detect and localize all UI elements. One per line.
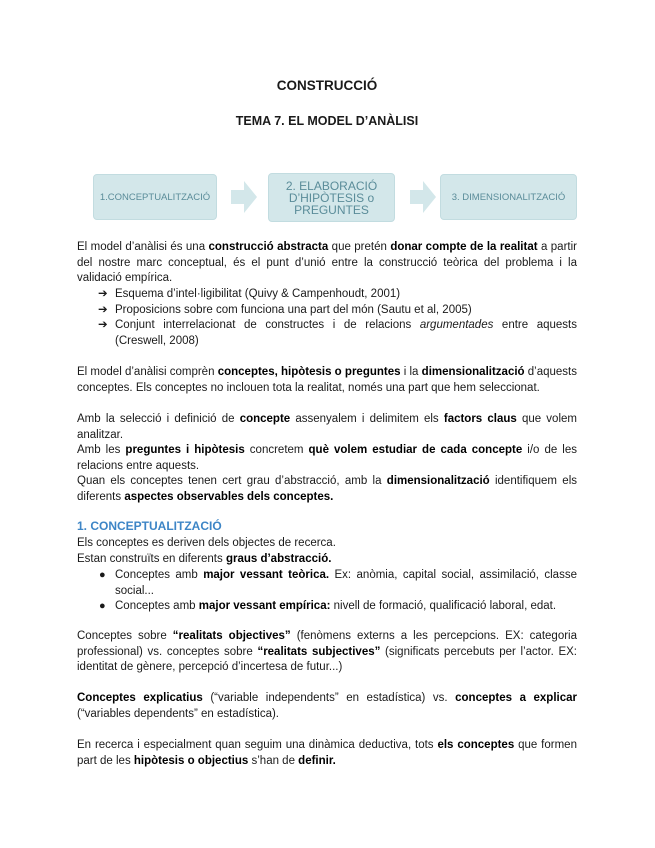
step-2-label-line3: PREGUNTES — [294, 202, 369, 217]
arrow-bullet-icon: ➔ — [98, 288, 108, 300]
arrow-right-icon — [231, 181, 257, 213]
paragraph-model: El model d’anàlisi comprèn conceptes, hipòtesis o preguntes i la dimensionalització d’aquests conceptes. Els conceptes no inclouen tota la realitat, només una part que hem seleccionat. — [77, 366, 578, 394]
section-heading: 1. CONCEPTUALITZACIÓ — [77, 519, 222, 533]
step-3-label: 3. DIMENSIONALITZACIÓ — [451, 191, 566, 203]
paragraph-dimensionalitzacio: Quan els conceptes tenen cert grau d’abstracció, amb la dimensionalització identifiquem els diferents aspectes observables dels conceptes. — [77, 475, 577, 503]
document-title: CONSTRUCCIÓ — [276, 78, 378, 93]
section-line: Els conceptes es deriven dels objectes de recerca. — [77, 537, 336, 549]
concept-bullet-list — [77, 568, 577, 615]
section-line: Estan construïts en diferents graus d’abstracció. — [77, 553, 332, 565]
step-hipotesis-box — [268, 173, 395, 222]
paragraph-explicatius: Conceptes explicatius (“variable independents” en estadística) vs. conceptes a explicar (“variables dependents” en estadística). — [77, 692, 577, 720]
list-item: ➔ Proposicions sobre com funciona una part del món (Sautu et al, 2005) — [77, 303, 577, 319]
bullet-icon: ● — [99, 600, 106, 612]
step-conceptualitzacio-box — [93, 174, 217, 220]
arrow-bullet-icon: ➔ — [98, 303, 108, 316]
reference-list — [77, 287, 577, 349]
document-subtitle: TEMA 7. EL MODEL D’ANÀLISI — [235, 114, 419, 128]
paragraph-preguntes: Amb les preguntes i hipòtesis concretem què volem estudiar de cada concepte i/o de les relacions entre aquests. — [77, 444, 577, 472]
list-item: ● Conceptes amb major vessant empírica: nivell de formació, qualificació laboral, edat. — [77, 599, 577, 615]
step-2-label-line2: D’HIPÒTESIS o — [288, 190, 375, 205]
step-2-label-line1: 2. ELABORACIÓ — [285, 178, 378, 193]
arrow-right-icon — [410, 181, 436, 213]
paragraph-definir: En recerca i especialment quan seguim una dinàmica deductiva, tots els conceptes que formen part de les hipòtesis o objectius s’han de definir. — [77, 739, 577, 767]
step-dimensionalitzacio-box — [440, 174, 577, 220]
process-diagram — [93, 174, 577, 220]
paragraph-realitats: Conceptes sobre “realitats objectives” (fenòmens externs a les percepcions. EX: categoria professional) vs. conceptes sobre “realitats subjectives” (significats percebuts per l’actor. EX: identitat de gènere, percepció d’incertesa de futur...) — [77, 630, 577, 673]
bullet-icon: ● — [99, 569, 106, 581]
arrow-bullet-icon: ➔ — [98, 319, 108, 331]
paragraph-intro: El model d’anàlisi és una construcció abstracta que pretén donar compte de la realitat a partir del nostre marc conceptual, és el punt d’unió entre la construcció teòrica del problema i la validació empírica. — [77, 241, 577, 284]
list-item: ➔ Conjunt interrelacionat de constructes i de relacions argumentades entre aquests (Creswell, 2008) — [98, 319, 577, 347]
list-item: ➔ Esquema d’intel·ligibilitat (Quivy & Campenhoudt, 2001) — [77, 287, 577, 303]
list-item: ● Conceptes amb major vessant teòrica. Ex: anòmia, capital social, assimilació, classe social... — [99, 569, 577, 597]
paragraph-concepte: Amb la selecció i definició de concepte assenyalem i delimitem els factors claus que volem analitzar. — [77, 413, 577, 441]
step-1-label: 1.CONCEPTUALITZACIÓ — [99, 191, 211, 203]
